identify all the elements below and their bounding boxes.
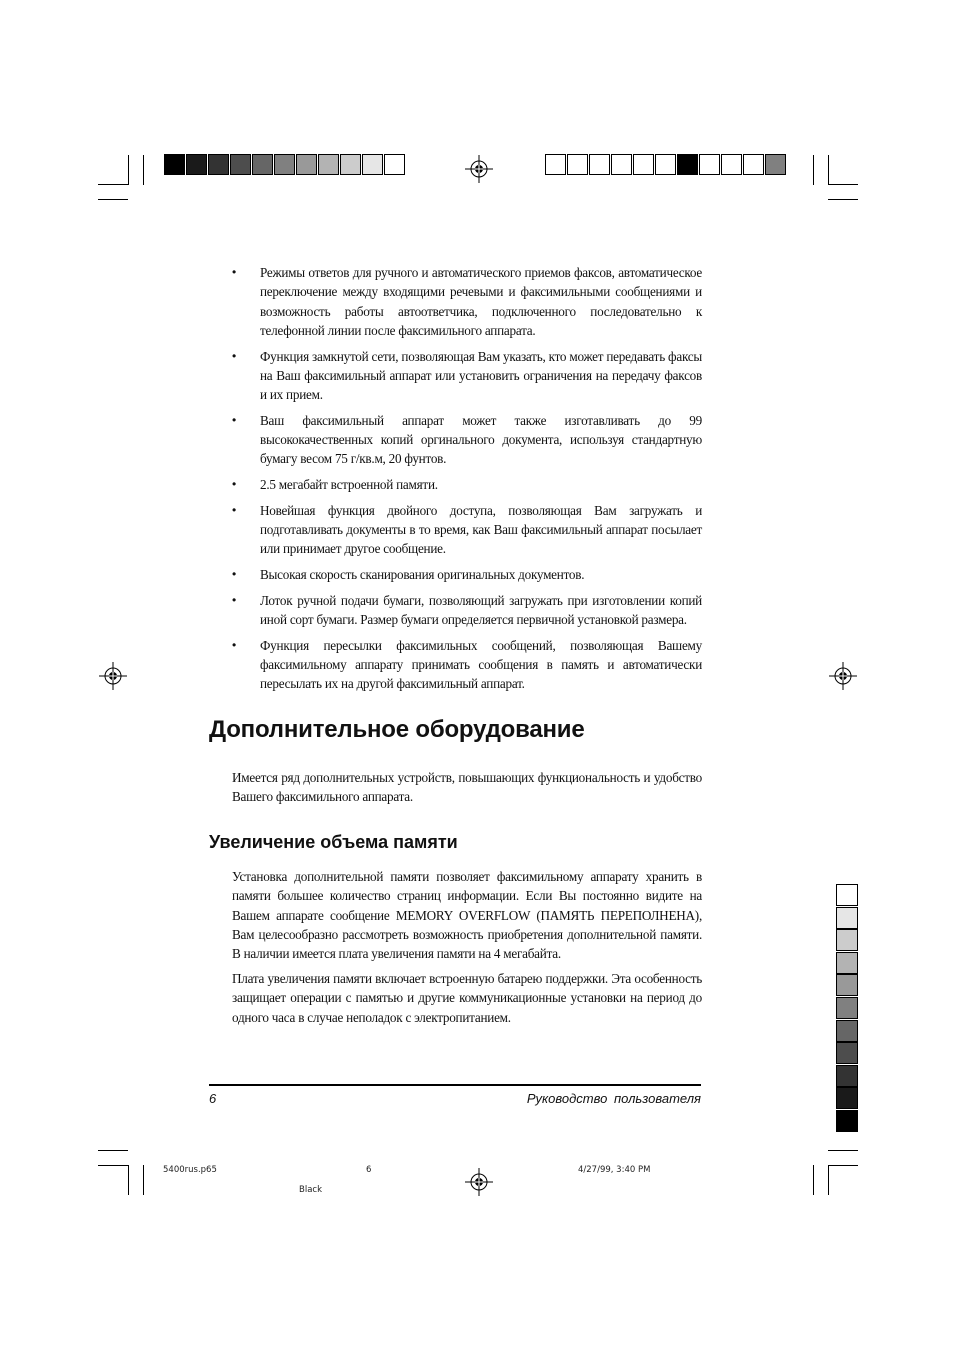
slug-filename: 5400rus.p65 xyxy=(163,1165,217,1175)
crop-mark xyxy=(98,184,128,185)
color-swatch xyxy=(836,1042,858,1064)
list-item-text: Ваш факсимильный аппарат может также изготавливать до 99 высококачественных копий оргинального документа, используя стандартную бумагу весом 75 г/кв.м, 20 фунтов. xyxy=(260,412,702,467)
calibration-bar xyxy=(545,154,787,176)
color-swatch xyxy=(567,154,588,175)
bullet-icon: • xyxy=(232,477,236,492)
feature-list xyxy=(232,263,702,700)
bullet-icon: • xyxy=(232,567,236,582)
list-item-text: Лоток ручной подачи бумаги, позволяющий загружать при изготовлении копий иной сорт бумаги. Размер бумаги определяется первичной установкой размера. xyxy=(260,592,702,628)
list-item-text: 2.5 мегабайт встроенной памяти. xyxy=(260,477,438,493)
color-swatch xyxy=(611,154,632,175)
color-swatch xyxy=(208,154,229,175)
bullet-icon: • xyxy=(232,265,236,279)
color-swatch xyxy=(384,154,405,175)
bullet-icon: • xyxy=(232,637,236,652)
color-swatch xyxy=(545,154,566,175)
color-swatch xyxy=(186,154,207,175)
crop-mark xyxy=(828,1165,858,1166)
list-item xyxy=(232,263,702,340)
color-swatch xyxy=(836,974,858,996)
slug-plate: Black xyxy=(299,1185,322,1195)
gray-scale-bar-vertical xyxy=(836,884,858,1133)
color-swatch xyxy=(677,154,698,175)
color-swatch xyxy=(836,997,858,1019)
color-swatch xyxy=(836,884,858,906)
list-item xyxy=(232,411,702,469)
crop-mark xyxy=(98,1165,128,1166)
list-item-text: Высокая скорость сканирования оригинальных документов. xyxy=(260,567,585,583)
color-swatch xyxy=(836,929,858,951)
crop-mark xyxy=(828,199,858,200)
crop-mark xyxy=(813,1165,814,1195)
crop-mark xyxy=(143,1165,144,1195)
crop-mark xyxy=(828,1165,829,1195)
registration-mark-icon xyxy=(465,155,493,183)
color-swatch xyxy=(296,154,317,175)
list-item xyxy=(232,475,702,494)
color-swatch xyxy=(743,154,764,175)
section-intro: Имеется ряд дополнительных устройств, повышающих функциональность и удобство Вашего факсимильного аппарата. xyxy=(232,770,702,805)
color-swatch xyxy=(765,154,786,175)
color-swatch xyxy=(836,1065,858,1087)
color-swatch xyxy=(340,154,361,175)
registration-mark-icon xyxy=(465,1168,493,1196)
crop-mark xyxy=(128,1165,129,1195)
list-item xyxy=(232,501,702,559)
list-item xyxy=(232,565,702,584)
footer-rule xyxy=(209,1084,701,1086)
slug-page: 6 xyxy=(366,1165,372,1175)
subsection-title: Увеличение объема памяти xyxy=(209,832,458,852)
registration-mark-icon xyxy=(829,662,857,690)
color-swatch xyxy=(721,154,742,175)
list-item xyxy=(232,636,702,694)
color-swatch xyxy=(318,154,339,175)
registration-mark-icon xyxy=(99,662,127,690)
bullet-icon: • xyxy=(232,348,236,363)
list-item-text: Новейшая функция двойного доступа, позволяющая Вам загружать и подготавливать документы в то время, как Ваш факсимильный аппарат посылает или принимает другое сообщение. xyxy=(260,502,702,557)
crop-mark xyxy=(128,155,129,185)
list-item-text: Функция пересылки факсимильных сообщений, позволяющая Вашему факсимильному аппарату принимать сообщения в память и автоматически пересылать их на другой факсимильный аппарат. xyxy=(260,637,702,692)
color-swatch xyxy=(230,154,251,175)
crop-mark xyxy=(143,155,144,185)
bullet-icon: • xyxy=(232,502,236,517)
bullet-icon: • xyxy=(232,412,236,427)
crop-mark xyxy=(828,1150,858,1151)
color-swatch xyxy=(836,952,858,974)
color-swatch xyxy=(836,907,858,929)
crop-mark xyxy=(813,155,814,185)
crop-mark xyxy=(98,1150,128,1151)
color-swatch xyxy=(362,154,383,175)
color-swatch xyxy=(252,154,273,175)
color-swatch xyxy=(699,154,720,175)
color-swatch xyxy=(836,1110,858,1132)
color-swatch xyxy=(274,154,295,175)
list-item-text: Режимы ответов для ручного и автоматического приемов факсов, автоматическое переключение между входящими речевыми и факсимильными сообщениями и возможность работы автоответчика, подключенного последовательно к телефонной линии после факсимильного аппарата. xyxy=(260,265,702,338)
color-swatch xyxy=(633,154,654,175)
slug-datetime: 4/27/99, 3:40 PM xyxy=(578,1165,651,1175)
gray-scale-bar xyxy=(164,154,406,176)
crop-mark xyxy=(828,184,858,185)
subsection-paragraph: Плата увеличения памяти включает встроенную батарею поддержки. Эта особенность защищает операции с памятью и другие коммуникационные установки на период до одного часа в случае неполадок с электропитанием. xyxy=(232,971,702,1025)
color-swatch xyxy=(164,154,185,175)
color-swatch xyxy=(655,154,676,175)
footer-title: Руководство пользователя xyxy=(526,1091,701,1106)
subsection-paragraph: Установка дополнительной памяти позволяет факсимильному аппарату хранить в памяти большее количество страниц информации. Если Вы постоянно видите на Вашем аппарате сообщение MEMORY OVERFLOW (ПАМЯТЬ ПЕРЕПОЛНЕНА), Вам целесообразно рассмотреть возможность приобретения дополнительной памяти. В наличии имеется плата увеличения памяти на 4 мегабайта. xyxy=(232,869,702,962)
crop-mark xyxy=(98,199,128,200)
section-title: Дополнительное оборудование xyxy=(209,716,585,743)
list-item xyxy=(232,591,702,630)
bullet-icon: • xyxy=(232,592,236,607)
color-swatch xyxy=(589,154,610,175)
list-item xyxy=(232,347,702,405)
color-swatch xyxy=(836,1087,858,1109)
page-number: 6 xyxy=(209,1091,217,1106)
color-swatch xyxy=(836,1020,858,1042)
crop-mark xyxy=(828,155,829,185)
list-item-text: Функция замкнутой сети, позволяющая Вам указать, кто может передавать факсы на Ваш факсимильный аппарат или установить ограничения на передачу факсов и их прием. xyxy=(260,348,702,403)
